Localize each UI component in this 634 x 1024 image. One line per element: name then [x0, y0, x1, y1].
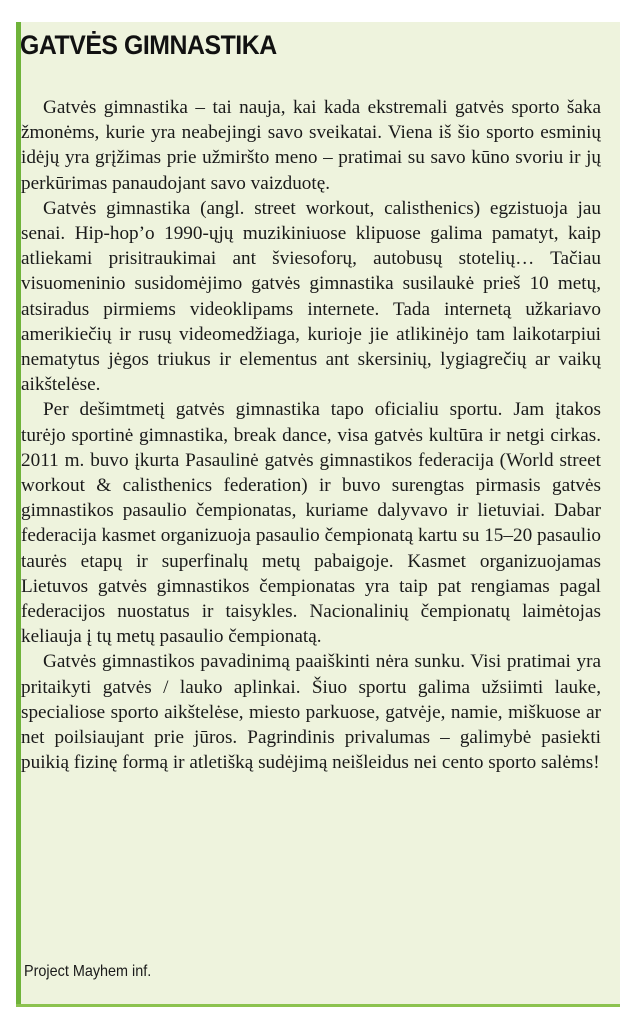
source-credit: Project Mayhem inf.	[24, 963, 152, 980]
article-body	[21, 95, 601, 775]
article-title: GATVĖS GIMNASTIKA	[20, 30, 277, 60]
paragraph: Gatvės gimnastika – tai nauja, kai kada ekstremali gatvės sporto šaka žmonėms, kurie yra neabejingi savo sveikatai. Viena iš šio sporto esminių idėjų yra grįžimas prie užmiršto meno – pratimai su savo kūno svoriu ir jų perkūrimas panaudojant savo vaizduotę.	[21, 97, 601, 194]
paragraph: Gatvės gimnastika (angl. street workout, calisthenics) egzistuoja jau senai. Hip-hop’o 1990-ųjų muzikiniuose klipuose galima pamatyt, kaip atliekami prisitraukimai ant šviesoforų, autobusų stotelių… Tačiau visuomeninio susidomėjimo gatvės gimnastika susilaukė prieš 10 metų, atsiradus pirmiems videoklipams internete. Tada internetą užkariavo amerikiečių ir rusų videomedžiaga, kurioje jie atlikinėjo tam laikotarpiui nematytus jėgos triukus ir elementus ant skersinių, lygiagrečių ar vaikų aikštelėse.	[21, 197, 601, 396]
paragraph: Per dešimtmetį gatvės gimnastika tapo oficialiu sportu. Jam įtakos turėjo sportinė gimnastika, break dance, visa gatvės kultūra ir netgi cirkas. 2011 m. buvo įkurta Pasaulinė gatvės gimnastikos federacija (World street workout & calisthenics federation) ir buvo surengtas pirmasis gatvės gimnastikos pasaulio čempionatas, kuriame dalyvavo ir lietuviai. Dabar federacija kasmet organizuoja pasaulio čempionatą kartu su 15–20 pasaulio taurės etapų ir superfinalų metų pabaigoje. Kasmet organizuojamas Lietuvos gatvės gimnastikos čempionatas yra taip pat rengiamas pagal federacijos nuostatus ir taisykles. Nacionalinių čempionatų laimėtojas keliauja į tų metų pasaulio čempionatą.	[21, 399, 601, 648]
paragraph: Gatvės gimnastikos pavadinimą paaiškinti nėra sunku. Visi pratimai yra pritaikyti gatvės / lauko aplinkai. Šiuo sportu galima užsiimti lauke, specialiose sporto aikštelėse, miesto parkuose, gatvėje, namie, miškuose ar net poilsiaujant prie jūros. Pagrindinis privalumas – galimybė pasiekti puikią fizinę formą ir atletišką sudėjimą neišleidus nei cento sporto salėms!	[21, 651, 601, 774]
bottom-divider	[16, 1004, 620, 1007]
